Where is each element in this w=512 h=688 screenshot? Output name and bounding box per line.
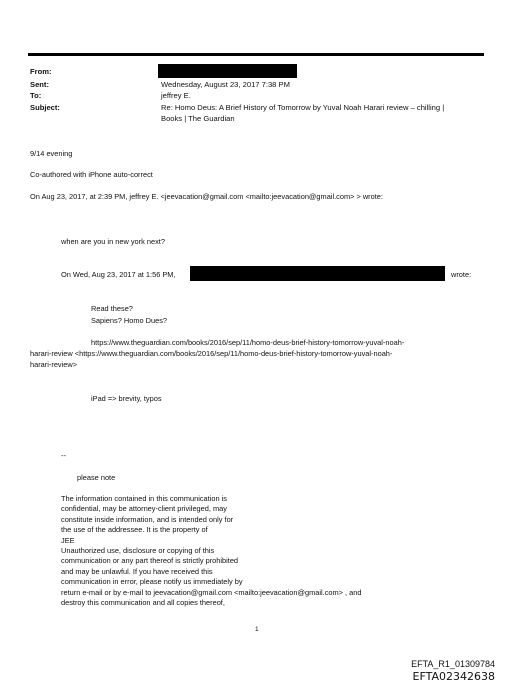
disclaimer-line: Unauthorized use, disclosure or copying of this: [61, 546, 215, 556]
sapiens-text: Sapiens? Homo Dues?: [91, 316, 168, 325]
wed-on-text: On Wed, Aug 23, 2017 at 1:56 PM,: [61, 270, 176, 279]
sent-value: Wednesday, August 23, 2017 7:38 PM: [161, 80, 290, 89]
disclaimer-line: confidential, may be attorney-client privileged, may: [61, 504, 227, 514]
read-these-text: Read these?: [91, 304, 133, 313]
disclaimer-line: communication or any part thereof is strictly prohibited: [61, 556, 239, 566]
subject-line-1: Re: Homo Deus: A Brief History of Tomorrow by Yuval Noah Harari review – chilling |: [161, 103, 445, 112]
footer-id-2: EFTA02342638: [412, 670, 495, 683]
disclaimer-line: The information contained in this communication is: [61, 494, 227, 503]
sent-label: Sent:: [30, 80, 49, 89]
disclaimer-block: [61, 494, 362, 608]
disclaimer-line: constitute inside information, and is intended only for: [61, 514, 234, 524]
quote-intro: On Aug 23, 2017, at 2:39 PM, jeffrey E. <jeevacation@gmail.com <mailto:jeevacation@gmail.com> > wrote:: [30, 192, 383, 201]
page-number: 1: [255, 626, 259, 633]
body-line-signature: Co-authored with iPhone auto-correct: [30, 170, 153, 179]
dashes-text: --: [61, 451, 66, 460]
disclaimer-line: destroy this communication and all copies thereof,: [61, 598, 225, 608]
to-label: To:: [30, 91, 42, 100]
disclaimer-line: and may be unlawful. If you have received this: [61, 566, 213, 576]
body-line-date: 9/14 evening: [30, 149, 73, 158]
disclaimer-line: JEE: [61, 535, 75, 545]
footer-id-1: EFTA_R1_01309784: [411, 659, 495, 669]
from-label: From:: [30, 67, 52, 76]
to-value: jeffrey E.: [161, 91, 191, 100]
disclaimer-line: the use of the addressee. It is the property of: [61, 525, 208, 535]
redacted-from: [158, 64, 297, 78]
wed-wrote-text: wrote:: [451, 270, 472, 279]
url-line-3[interactable]: harari-review>: [30, 360, 78, 369]
redacted-sender: [190, 266, 445, 281]
header-rule: [28, 53, 484, 56]
disclaimer-line: communication in error, please notify us immediately by: [61, 577, 243, 587]
please-note-text: please note: [77, 473, 116, 482]
url-line-2[interactable]: harari-review <https://www.theguardian.com/books/2016/sep/11/homo-deus-brief-history-tomorrow-yuval-noah-: [30, 349, 393, 358]
question-text: when are you in new york next?: [61, 237, 165, 246]
subject-line-2: Books | The Guardian: [161, 114, 235, 123]
disclaimer-line: return e-mail or by e-mail to jeevacation@gmail.com <mailto:jeevacation@gmail.com> , and: [61, 587, 362, 597]
ipad-text: iPad => brevity, typos: [91, 394, 162, 403]
subject-label: Subject:: [30, 103, 60, 112]
url-line-1[interactable]: https://www.theguardian.com/books/2016/sep/11/homo-deus-brief-history-tomorrow-yuval-noah-: [91, 338, 405, 347]
